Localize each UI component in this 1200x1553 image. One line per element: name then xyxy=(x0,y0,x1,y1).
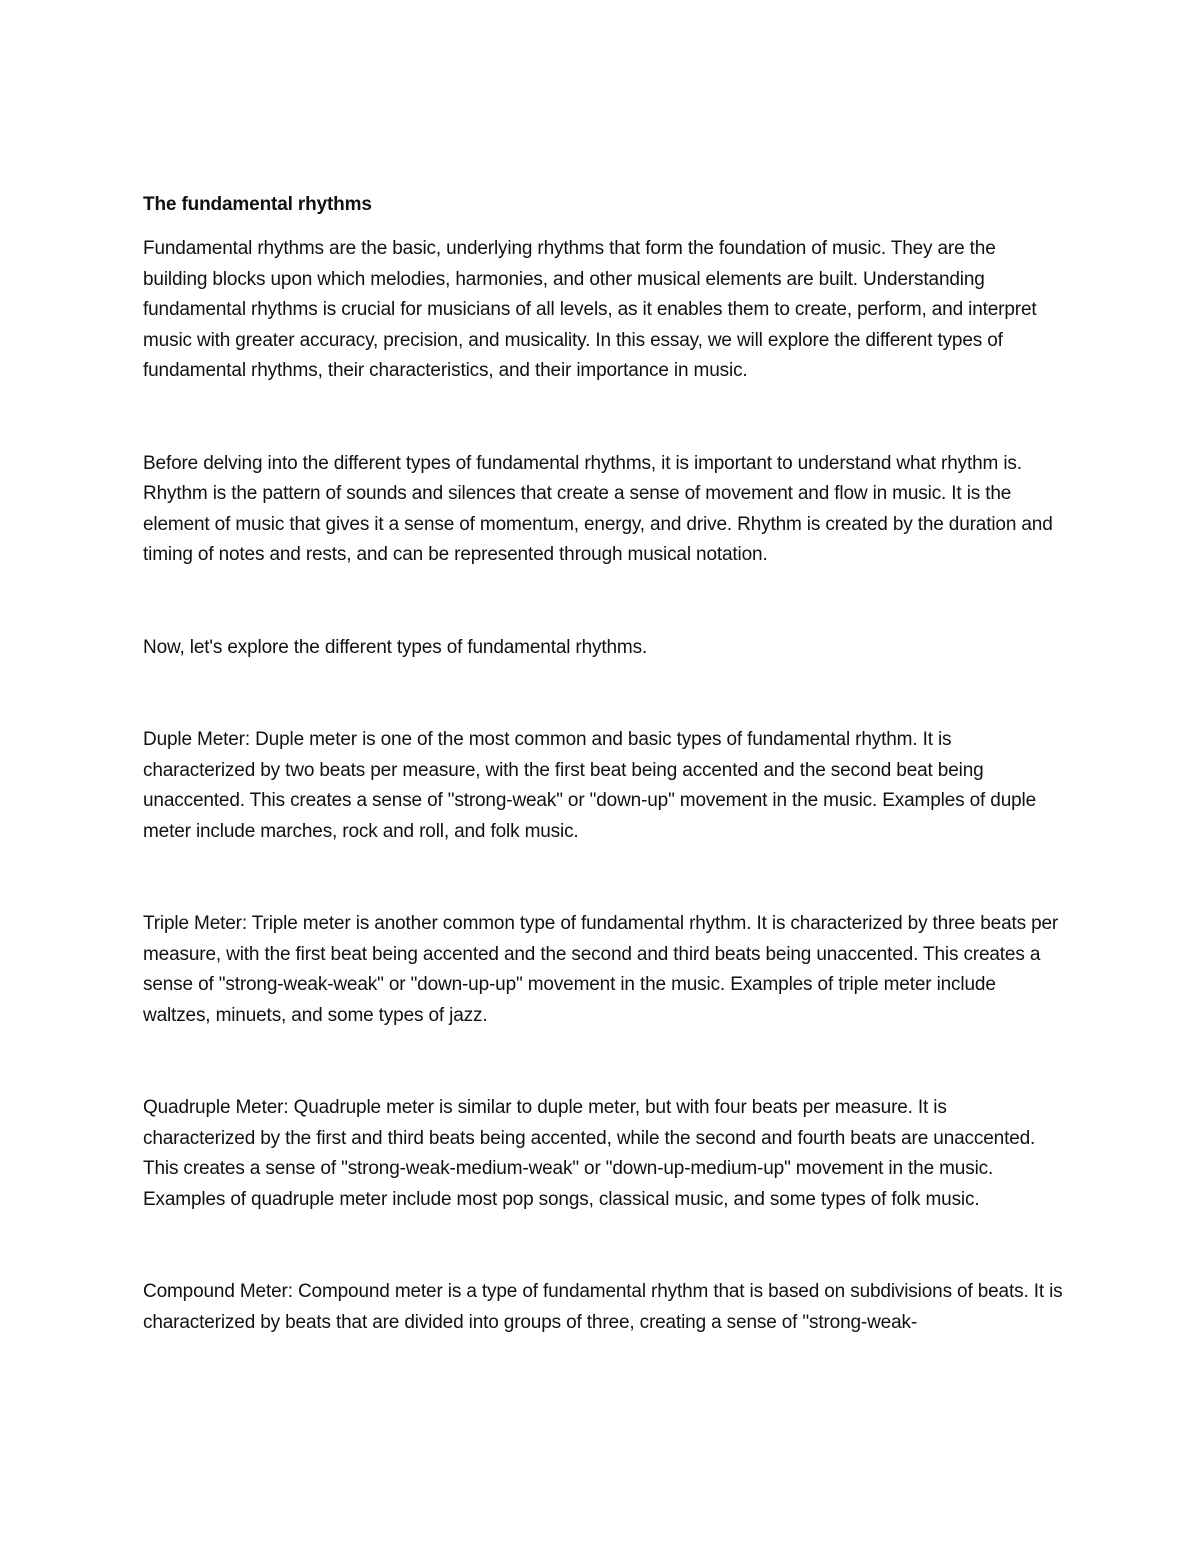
paragraph-compound-meter: Compound Meter: Compound meter is a type of fundamental rhythm that is based on subdivisions of beats. It is characterized by beats that are divided into groups of three, creating a sense of "strong-weak- xyxy=(143,1281,1063,1333)
paragraph-triple-meter: Triple Meter: Triple meter is another common type of fundamental rhythm. It is characterized by three beats per measure, with the first beat being accented and the second and third beats being unaccented. This creates a sense of "strong-weak-weak" or "down-up-up" movement in the music. Examples of triple meter include waltzes, minuets, and some types of jazz. xyxy=(143,913,1059,1026)
paragraph-duple-meter: Duple Meter: Duple meter is one of the most common and basic types of fundamental rhythm. It is characterized by two beats per measure, with the first beat being accented and the second beat being unaccented. This creates a sense of "strong-weak" or "down-up" movement in the music. Examples of duple meter include marches, rock and roll, and folk music. xyxy=(143,729,1037,842)
document-body xyxy=(143,190,1063,1338)
paragraph-quadruple-meter: Quadruple Meter: Quadruple meter is similar to duple meter, but with four beats per measure. It is characterized by the first and third beats being accented, while the second and fourth beats are unaccented. This creates a sense of "strong-weak-medium-weak" or "down-up-medium-up" movement in the music. Examples of quadruple meter include most pop songs, classical music, and some types of folk music. xyxy=(143,1097,1036,1210)
document-title: The fundamental rhythms xyxy=(143,194,372,215)
paragraph-rhythm-definition: Before delving into the different types of fundamental rhythms, it is important to understand what rhythm is. Rhythm is the pattern of sounds and silences that create a sense of movement and flow in music. It is the element of music that gives it a sense of momentum, energy, and drive. Rhythm is created by the duration and timing of notes and rests, and can be represented through musical notation. xyxy=(143,452,1053,565)
paragraph-intro: Fundamental rhythms are the basic, underlying rhythms that form the foundation of music. They are the building blocks upon which melodies, harmonies, and other musical elements are built. Understanding fundamental rhythms is crucial for musicians of all levels, as it enables them to create, perform, and interpret music with greater accuracy, precision, and musicality. In this essay, we will explore the different types of fundamental rhythms, their characteristics, and their importance in music. xyxy=(143,238,1037,381)
paragraph-transition: Now, let's explore the different types of fundamental rhythms. xyxy=(143,636,648,658)
